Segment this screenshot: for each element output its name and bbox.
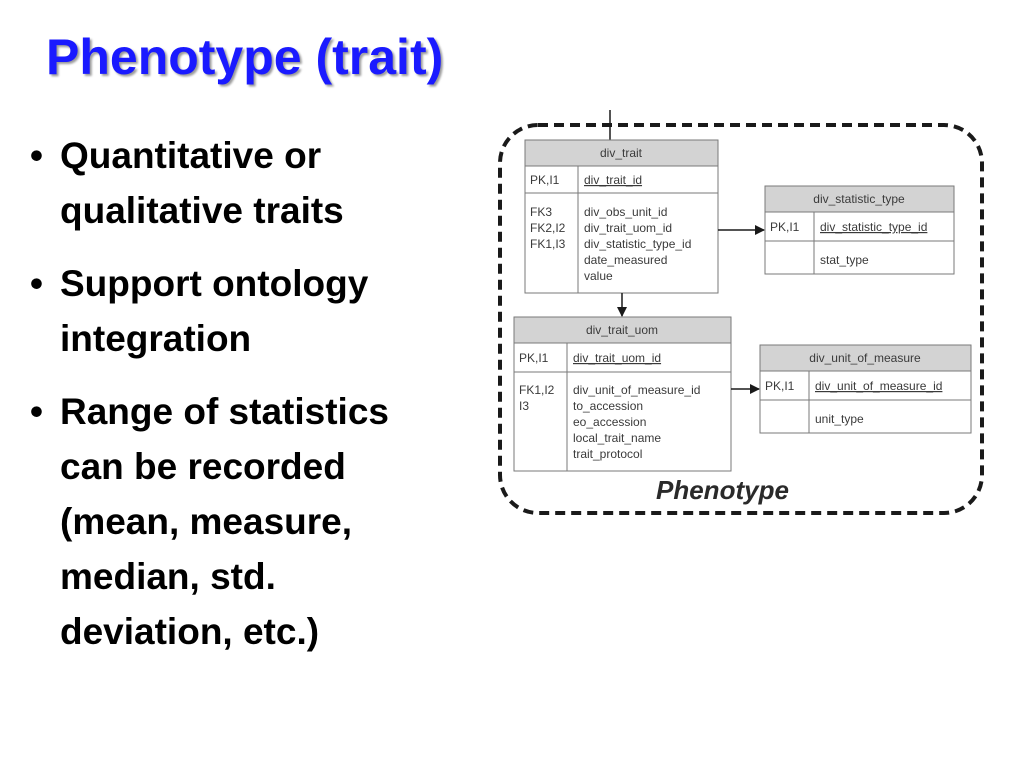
key-label: FK2,I2 [530,221,566,235]
field-label: to_accession [573,399,644,413]
pk-key: PK,I1 [519,351,549,365]
field-label: div_unit_of_measure_id [573,383,701,397]
bullet-dot: • [30,263,43,304]
bullet-line: Quantitative or [60,135,322,176]
group-label: Phenotype [656,475,789,505]
pk-key: PK,I1 [530,173,560,187]
field-label: unit_type [815,412,864,426]
bullet-dot: • [30,135,43,176]
key-label: FK1,I3 [530,237,566,251]
table-title: div_unit_of_measure [809,351,921,365]
field-label: div_obs_unit_id [584,205,668,219]
field-label: date_measured [584,253,668,267]
bullet-line: can be recorded [60,446,346,487]
table-div-trait-uom [514,317,731,471]
field-label: trait_protocol [573,447,643,461]
field-label: div_statistic_type_id [584,237,692,251]
table-div-unit-of-measure [760,345,971,433]
table-title: div_statistic_type [813,192,905,206]
bullet-line: Range of statistics [60,391,389,432]
field-label: value [584,269,613,283]
key-label: FK3 [530,205,553,219]
pk-field: div_unit_of_measure_id [815,379,943,393]
field-label: div_trait_uom_id [584,221,673,235]
bullet-line: (mean, measure, [60,501,353,542]
pk-key: PK,I1 [770,220,800,234]
field-label: local_trait_name [573,431,662,445]
pk-key: PK,I1 [765,379,795,393]
table-div-trait [525,140,718,293]
bullet-dot: • [30,391,43,432]
pk-field: div_trait_id [584,173,643,187]
bullet-line: Support ontology [60,263,369,304]
field-label: eo_accession [573,415,647,429]
slide-title: Phenotype (trait) [46,29,444,85]
table-div-statistic-type [765,186,954,274]
table-title: div_trait_uom [585,323,659,337]
pk-field: div_statistic_type_id [820,220,928,234]
key-label: FK1,I2 [519,383,555,397]
bullet-line: deviation, etc.) [60,611,320,652]
bullet-line: qualitative traits [60,190,344,231]
bullet-line: integration [60,318,252,359]
key-label: I3 [519,399,530,413]
field-label: stat_type [820,253,869,267]
pk-field: div_trait_uom_id [573,351,662,365]
table-title: div_trait [599,146,643,160]
bullet-line: median, std. [60,556,276,597]
